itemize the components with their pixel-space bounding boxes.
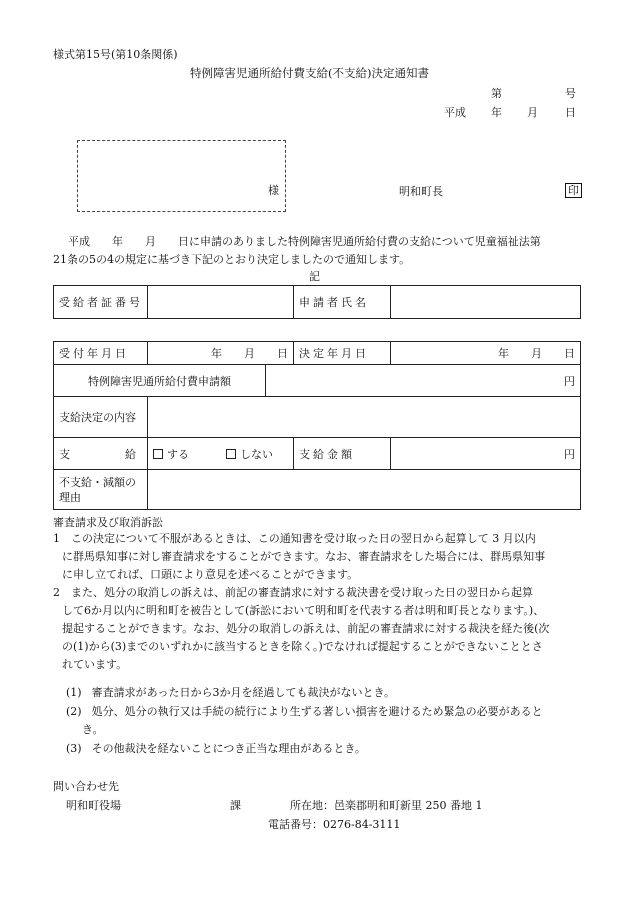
- applicant-name-label: 申請者氏名: [294, 286, 391, 319]
- contact-heading: 問い合わせ先: [53, 780, 119, 793]
- doc-no-gou: 号: [565, 87, 576, 100]
- appeal-item-2: (2) 処分、処分の執行又は手続の続行により生ずる著しい損害を避けるため緊急の必要があると き。: [66, 705, 543, 736]
- received-date-field[interactable]: 年 月 日: [148, 342, 294, 365]
- payment-yes-checkbox[interactable]: する: [153, 448, 189, 461]
- recipient-number-label: 受給者証番号: [54, 286, 148, 319]
- appeal-paragraph-2: 2 また、処分の取消しの訴えは、前記の審査請求に対する裁決書を受け取った日の翌日から起算 して6か月以内に明和町を被告として(訴訟において明和町を代表する者は明和町長となります。)、 提起することができます。なお、処分の取消しの訴えは、前記の審査請求に対する裁決を経た後(次 の(1)から(3)までのいずれかに該当するときを除く。)でなければ提起することができないこととさ れています。: [53, 586, 550, 671]
- contact-address: 所在地：邑楽郡明和町新里 250 番地 1: [290, 799, 483, 812]
- date-year: 年: [491, 106, 502, 119]
- reason-label: 不支給・減額の 理由: [54, 470, 148, 510]
- appeal-heading: 審査請求及び取消訴訟: [53, 516, 163, 529]
- contact-ka: 課: [230, 799, 241, 812]
- appeal-paragraph-1: 1 この決定について不服があるときは、この通知書を受け取った日の翌日から起算して 3 月以内 に群馬県知事に対し審査請求をすることができます。なお、審査請求をした場合には、群馬県知事 に申し立てれば、口頭により意見を述べることができます。: [53, 532, 546, 581]
- recipient-table: [53, 285, 581, 319]
- ki-mark: 記: [309, 270, 320, 283]
- date-day: 日: [565, 106, 576, 119]
- intro-line-2: 21条の5の4の規定に基づき下記のとおり決定しましたので通知します。: [53, 253, 411, 266]
- intro-line-1: 平成 年 月 日に申請のありました特例障害児通所給付費の支給について児童福祉法第: [68, 235, 541, 248]
- date-era: 平成: [444, 106, 466, 119]
- recipient-number-field[interactable]: [148, 286, 294, 319]
- decision-content-field[interactable]: [148, 397, 581, 438]
- payment-no-checkbox[interactable]: しない: [226, 448, 273, 461]
- apply-amount-field[interactable]: 円: [266, 365, 581, 397]
- payment-label: 支 給: [54, 438, 148, 470]
- date-month: 月: [527, 106, 538, 119]
- reason-field[interactable]: [148, 470, 581, 510]
- payment-choice: [148, 438, 294, 470]
- seal-mark: 印: [565, 183, 582, 198]
- received-date-label: 受付年月日: [54, 342, 148, 365]
- document-title: 特例障害児通所給付費支給(不支給)決定通知書: [190, 66, 429, 80]
- doc-no-dai: 第: [491, 87, 502, 100]
- contact-phone: 電話番号：0276-84-3111: [268, 818, 401, 831]
- mayor-title: 明和町長: [399, 185, 443, 198]
- decision-date-label: 決定年月日: [294, 342, 391, 365]
- decision-content-label: 支給決定の内容: [54, 397, 148, 438]
- pay-amount-field[interactable]: 円: [391, 438, 581, 470]
- decision-date-field[interactable]: 年 月 日: [391, 342, 581, 365]
- apply-amount-label: 特例障害児通所給付費申請額: [54, 365, 266, 397]
- form-number: 様式第15号(第10条関係): [53, 48, 178, 61]
- contact-office: 明和町役場: [66, 799, 121, 812]
- addressee-box: [77, 140, 286, 212]
- pay-amount-label: 支給金額: [294, 438, 391, 470]
- applicant-name-field[interactable]: [391, 286, 581, 319]
- decision-table: [53, 341, 581, 510]
- addressee-sama: 様: [268, 184, 279, 197]
- appeal-item-3: (3) その他裁決を経ないことにつき正当な理由があるとき。: [66, 742, 366, 755]
- appeal-item-1: (1) 審査請求があった日から3か月を経過しても裁決がないとき。: [66, 686, 396, 699]
